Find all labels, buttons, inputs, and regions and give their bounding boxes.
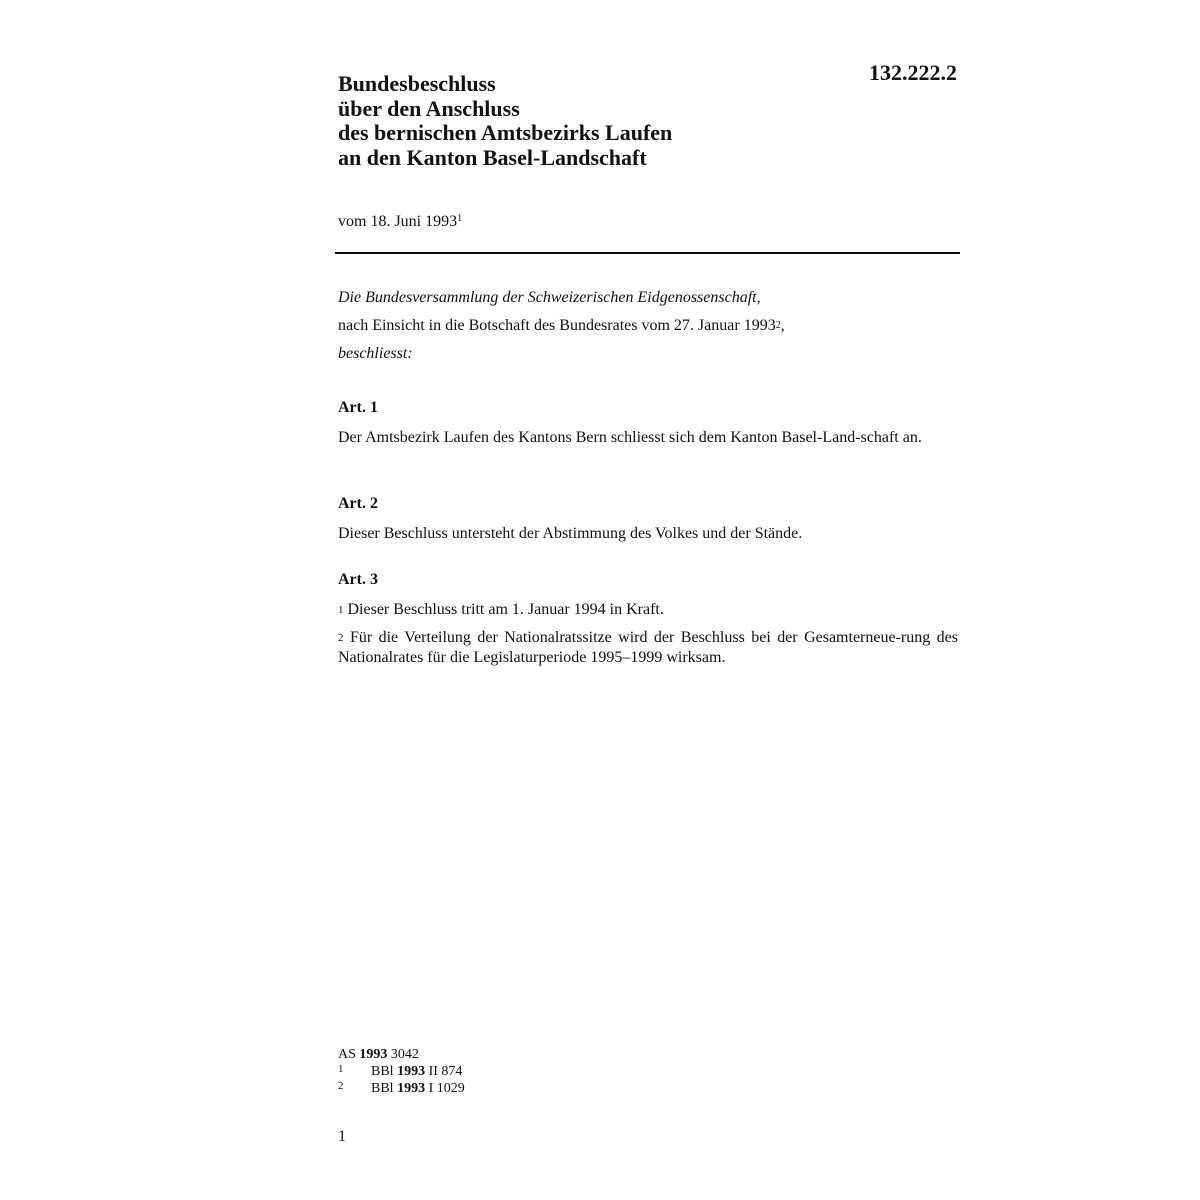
document-title — [338, 72, 672, 170]
footnote-ref-text: I 1029 — [425, 1081, 465, 1096]
footnote-year: 1993 — [397, 1064, 426, 1079]
article-text: Dieser Beschluss untersteht der Abstimmung des Volkes und der Stände. — [338, 525, 803, 542]
article-3 — [338, 570, 958, 676]
preamble-consideration — [338, 312, 785, 340]
article-heading: Art. 1 — [338, 399, 378, 416]
article-paragraph — [338, 628, 958, 668]
paragraph-text: Dieser Beschluss tritt am 1. Januar 1994 in Kraft. — [347, 601, 664, 618]
source-year: 1993 — [359, 1047, 388, 1062]
page-number: 1 — [338, 1128, 346, 1145]
article-text: Der Amtsbezirk Laufen des Kantons Bern schliesst sich dem Kanton Basel-Land-schaft an. — [338, 429, 922, 446]
source-prefix: AS — [338, 1047, 360, 1062]
title-line: Bundesbeschluss — [338, 71, 496, 96]
source-page: 3042 — [387, 1047, 419, 1062]
consideration-text: nach Einsicht in die Botschaft des Bundesrates vom 27. Januar 1993 — [338, 317, 776, 334]
title-line: an den Kanton Basel-Landschaft — [338, 144, 647, 170]
enactment-date — [338, 213, 462, 231]
article-2 — [338, 494, 958, 544]
horizontal-rule — [335, 252, 960, 254]
footnote-ref: 2 — [775, 320, 781, 331]
footnote-ref: 1 — [457, 213, 463, 224]
paragraph-number: 1 — [338, 604, 344, 616]
paragraph-text: Für die Verteilung der Nationalratssitze wird der Beschluss bei der Gesamterneue-rung des Nationalrates für die Legislaturperiode 1995–1999 wirksam. — [338, 629, 958, 666]
footnote-prefix: BBl — [371, 1081, 398, 1096]
title-line: des bernischen Amtsbezirks Laufen — [338, 120, 673, 145]
preamble-resolves: beschliesst: — [338, 345, 413, 362]
article-heading: Art. 2 — [338, 495, 378, 512]
footnotes-block — [338, 1046, 465, 1097]
title-line: über den Anschluss — [338, 95, 520, 121]
paragraph-number: 2 — [338, 632, 344, 644]
footnote-number: 2 — [338, 1080, 344, 1092]
sr-number: 132.222.2 — [869, 60, 957, 85]
footnote — [338, 1080, 465, 1097]
footnote-number: 1 — [338, 1063, 344, 1075]
footnote-ref-text: II 874 — [425, 1064, 463, 1079]
article-1 — [338, 398, 958, 448]
preamble-authority: Die Bundesversammlung der Schweizerischen Eidgenossenschaft, — [338, 289, 761, 306]
article-heading: Art. 3 — [338, 571, 378, 588]
preamble — [338, 284, 785, 368]
consideration-end: , — [780, 317, 785, 334]
footnote-year: 1993 — [397, 1081, 426, 1096]
date-text: vom 18. Juni 1993 — [338, 213, 458, 230]
article-paragraph — [338, 600, 958, 620]
footnote-prefix: BBl — [371, 1064, 398, 1079]
